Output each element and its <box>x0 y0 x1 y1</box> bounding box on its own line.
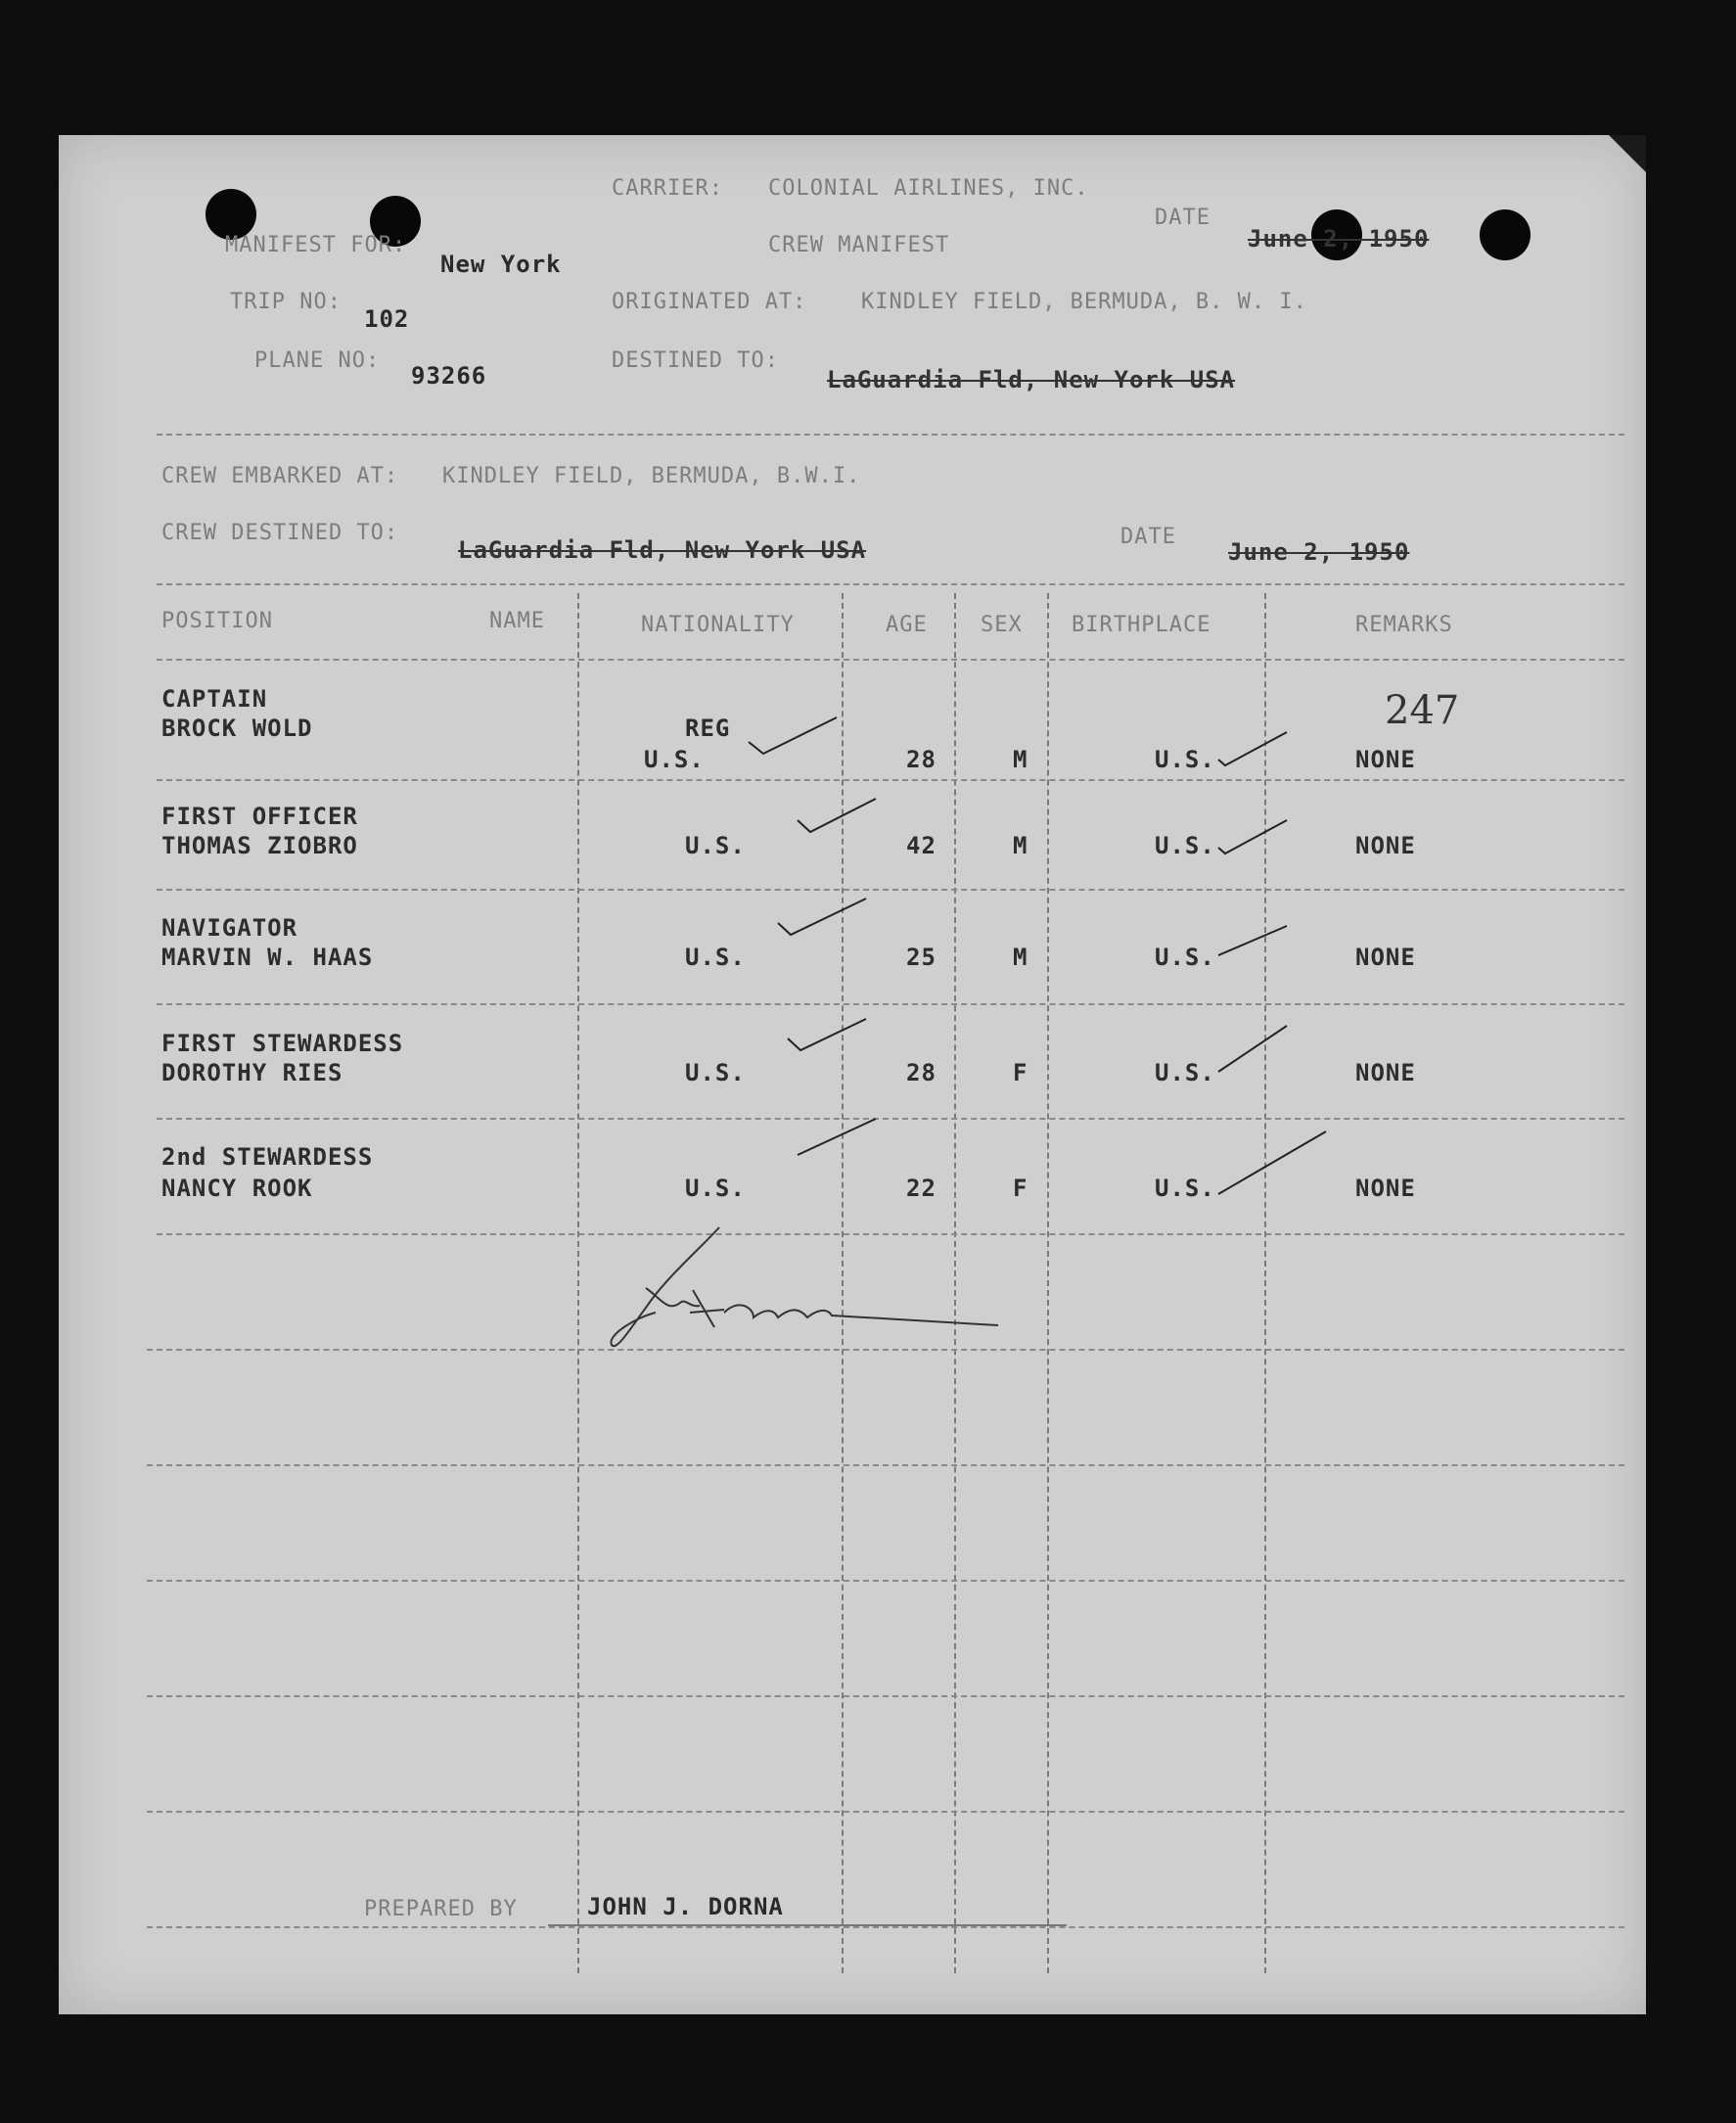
row4-sex: F <box>1013 1059 1028 1086</box>
row1-birthplace: U.S. <box>1155 746 1215 773</box>
plane-label: PLANE NO: <box>254 348 381 373</box>
destined-value: LaGuardia Fld, New York USA <box>827 366 1236 393</box>
row5-birthplace: U.S. <box>1155 1175 1215 1202</box>
check-mark-icon <box>744 713 842 762</box>
stamp-number: 247 <box>1385 688 1460 733</box>
row1-age: 28 <box>906 746 937 773</box>
row2-sex: M <box>1013 832 1028 859</box>
row5-sex: F <box>1013 1175 1028 1202</box>
originated-value: KINDLEY FIELD, BERMUDA, B. W. I. <box>861 290 1307 314</box>
row2-remarks: NONE <box>1355 832 1416 859</box>
crew-date-value: June 2, 1950 <box>1228 538 1410 566</box>
carrier-value: COLONIAL AIRLINES, INC. <box>768 176 1089 201</box>
col-nationality: NATIONALITY <box>641 613 795 637</box>
torn-corner <box>1609 135 1646 172</box>
check-mark-icon <box>1213 1021 1292 1080</box>
row1-name: BROCK WOLD <box>161 715 313 742</box>
row4-nationality: U.S. <box>685 1059 746 1086</box>
crew-destined-value: LaGuardia Fld, New York USA <box>458 536 867 564</box>
grid-line <box>157 1003 1624 1005</box>
check-mark-icon <box>1213 810 1292 859</box>
trip-value: 102 <box>364 305 410 333</box>
col-position: POSITION <box>161 609 273 633</box>
crew-embarked-value: KINDLEY FIELD, BERMUDA, B.W.I. <box>442 464 861 488</box>
manifest-sheet <box>59 135 1646 2014</box>
col-remarks: REMARKS <box>1355 613 1453 637</box>
punch-hole <box>1480 209 1530 260</box>
row1-remarks: NONE <box>1355 746 1416 773</box>
row1-nationality-top: REG <box>685 715 731 742</box>
check-mark-icon <box>1213 918 1292 967</box>
col-age: AGE <box>886 613 928 637</box>
divider <box>157 434 1624 436</box>
row5-remarks: NONE <box>1355 1175 1416 1202</box>
check-mark-icon <box>1213 722 1292 771</box>
carrier-label: CARRIER: <box>612 176 723 201</box>
row1-sex: M <box>1013 746 1028 773</box>
originated-label: ORIGINATED AT: <box>612 290 807 314</box>
trip-label: TRIP NO: <box>230 290 342 314</box>
crew-destined-label: CREW DESTINED TO: <box>161 521 399 545</box>
row3-birthplace: U.S. <box>1155 944 1215 971</box>
prepared-by-value: JOHN J. DORNA <box>587 1893 784 1920</box>
row2-nationality: U.S. <box>685 832 746 859</box>
check-mark-icon <box>773 894 871 943</box>
check-mark-icon <box>793 791 881 840</box>
crew-manifest-title: CREW MANIFEST <box>768 233 950 257</box>
row5-position: 2nd STEWARDESS <box>161 1143 374 1171</box>
manifest-for-label: MANIFEST FOR: <box>225 233 407 257</box>
date-label: DATE <box>1155 206 1211 230</box>
row3-name: MARVIN W. HAAS <box>161 944 374 971</box>
grid-line <box>1264 593 1266 1973</box>
signature-line <box>548 1924 1067 1926</box>
crew-embarked-label: CREW EMBARKED AT: <box>161 464 399 488</box>
row4-birthplace: U.S. <box>1155 1059 1215 1086</box>
row1-nationality: U.S. <box>644 746 705 773</box>
row3-sex: M <box>1013 944 1028 971</box>
row2-position: FIRST OFFICER <box>161 803 358 830</box>
check-mark-icon <box>1213 1124 1331 1202</box>
grid-line <box>147 1811 1624 1813</box>
grid-line <box>157 659 1624 661</box>
divider <box>157 583 1624 585</box>
row3-remarks: NONE <box>1355 944 1416 971</box>
row5-nationality: U.S. <box>685 1175 746 1202</box>
col-name: NAME <box>489 609 545 633</box>
row4-age: 28 <box>906 1059 937 1086</box>
col-birthplace: BIRTHPLACE <box>1072 613 1211 637</box>
grid-line <box>157 889 1624 891</box>
destined-label: DESTINED TO: <box>612 348 779 373</box>
grid-line <box>147 1580 1624 1582</box>
col-sex: SEX <box>981 613 1023 637</box>
row4-remarks: NONE <box>1355 1059 1416 1086</box>
grid-line <box>147 1464 1624 1466</box>
check-mark-icon <box>793 1114 881 1163</box>
handwritten-signature <box>607 1220 1018 1357</box>
grid-line <box>157 1118 1624 1120</box>
row2-name: THOMAS ZIOBRO <box>161 832 358 859</box>
grid-line <box>577 593 579 1973</box>
row4-name: DOROTHY RIES <box>161 1059 343 1086</box>
row3-nationality: U.S. <box>685 944 746 971</box>
grid-line <box>1047 593 1049 1973</box>
manifest-for-value: New York <box>440 251 562 278</box>
row3-position: NAVIGATOR <box>161 914 298 942</box>
row3-age: 25 <box>906 944 937 971</box>
grid-line <box>147 1926 1624 1928</box>
row5-name: NANCY ROOK <box>161 1175 313 1202</box>
grid-line <box>147 1695 1624 1697</box>
row5-age: 22 <box>906 1175 937 1202</box>
check-mark-icon <box>783 1011 871 1060</box>
crew-date-label: DATE <box>1120 525 1176 549</box>
grid-line <box>157 779 1624 781</box>
date-value: June 2, 1950 <box>1248 225 1430 253</box>
row2-age: 42 <box>906 832 937 859</box>
row2-birthplace: U.S. <box>1155 832 1215 859</box>
plane-value: 93266 <box>411 362 487 390</box>
row4-position: FIRST STEWARDESS <box>161 1030 404 1057</box>
prepared-by-label: PREPARED BY <box>364 1897 518 1921</box>
row1-position: CAPTAIN <box>161 685 268 713</box>
